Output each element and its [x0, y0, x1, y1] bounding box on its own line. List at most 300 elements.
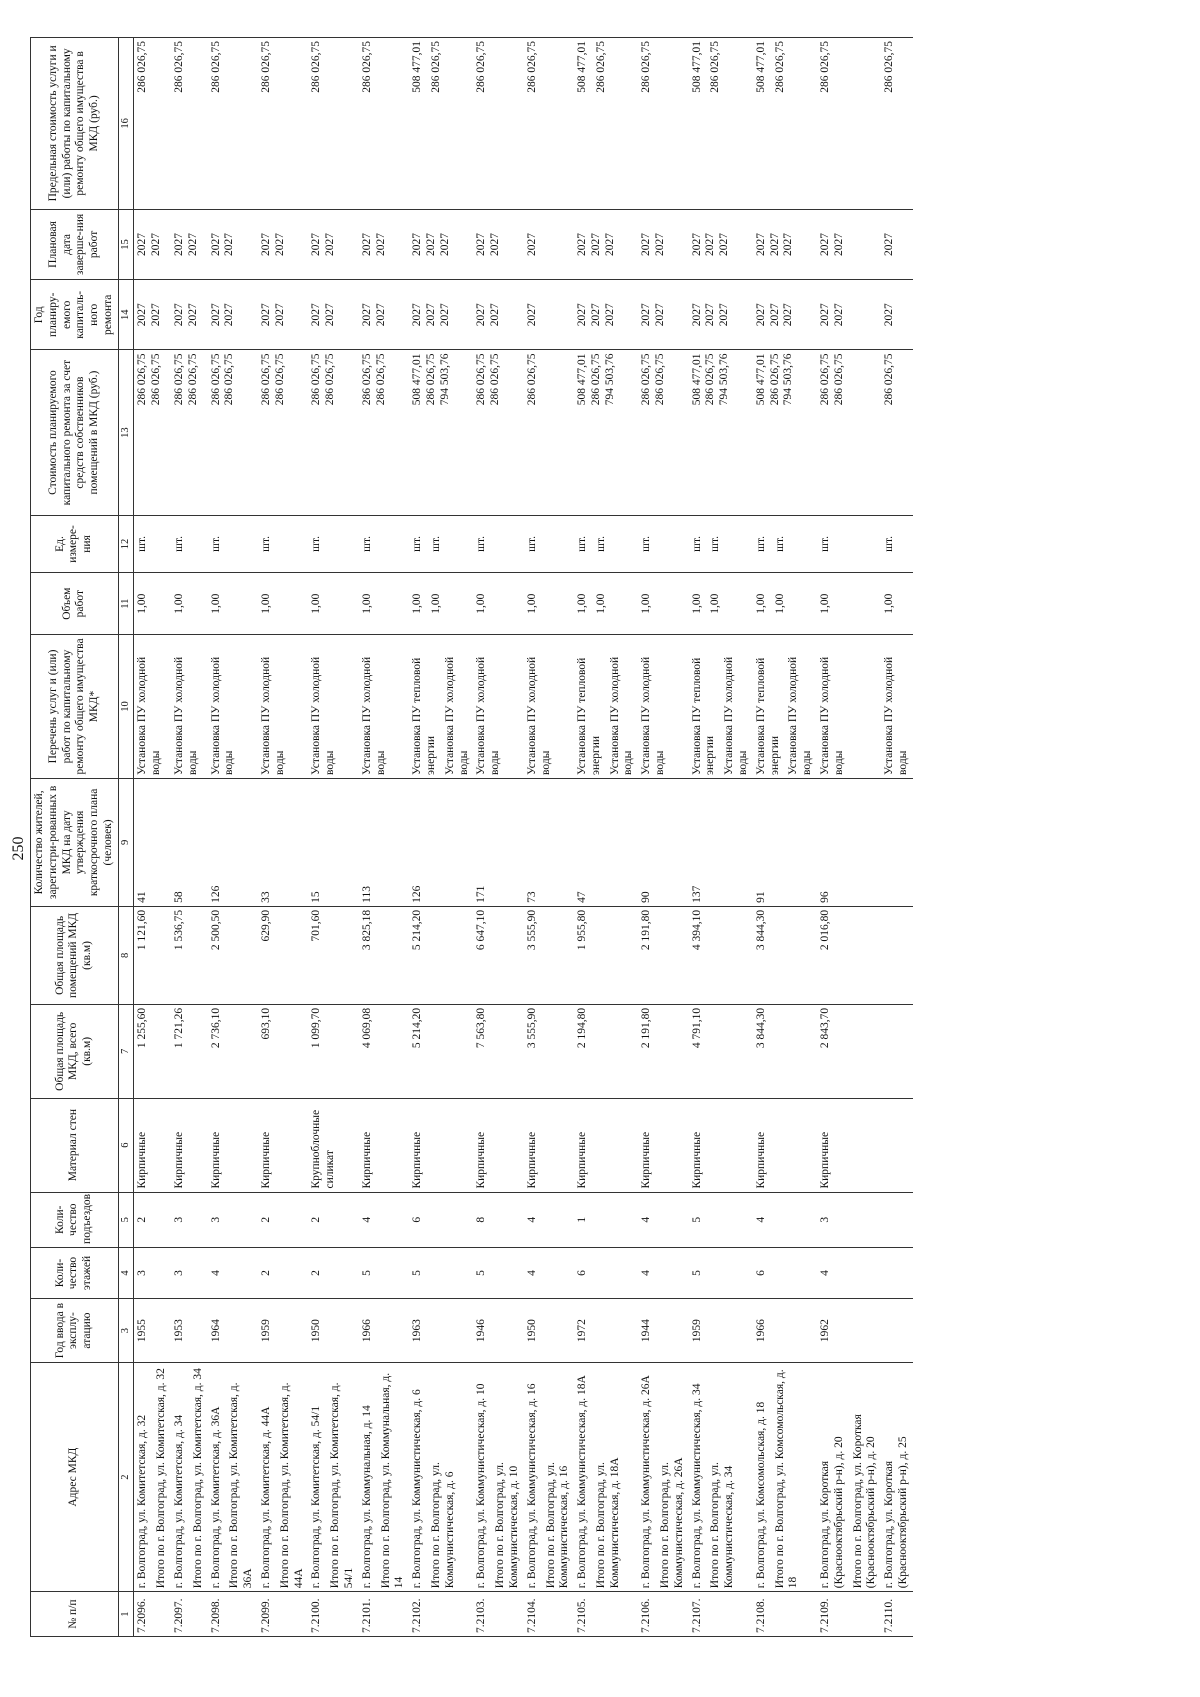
column-header: Плановая дата заверше-ния работ — [31, 209, 119, 279]
year-value: 2027 — [704, 303, 717, 327]
cost-value: 286 026,75 — [883, 353, 896, 406]
address-line: г. Волгоград, ул. Коммунистическая, д. 16 — [525, 1383, 538, 1589]
works-list — [359, 635, 409, 779]
resident-count: 126 — [409, 778, 473, 906]
address-line: г. Волгоград, ул. Коммунистическая, д. 6 — [411, 1389, 424, 1589]
year-value: 2027 — [259, 303, 272, 327]
planned-year — [258, 280, 308, 350]
column-header: Коли-чество подъездов — [31, 1192, 119, 1247]
limit-value: 286 026,75 — [475, 41, 488, 93]
resident-count: 90 — [638, 778, 688, 906]
year-built — [881, 1299, 913, 1363]
planned-year — [171, 280, 208, 350]
planned-cost — [258, 350, 308, 515]
work-item: Установка ПУ холодной воды — [723, 656, 750, 775]
resident-count: 41 — [134, 778, 171, 906]
header-row — [31, 38, 119, 1637]
cost-limit — [524, 38, 574, 210]
planned-year — [208, 280, 258, 350]
address-cell — [473, 1363, 523, 1592]
table-row — [171, 38, 208, 1637]
unit-value: шт. — [819, 536, 832, 552]
unit-value: шт. — [172, 536, 185, 552]
year-value: 2027 — [819, 303, 832, 327]
planned-year — [308, 280, 358, 350]
year-value: 2027 — [324, 232, 337, 256]
volume-value: 1,00 — [640, 593, 653, 614]
cost-limit — [409, 38, 473, 210]
year-value: 2027 — [489, 303, 502, 327]
total-area: 2 191,80 — [638, 1004, 688, 1098]
row-number: 7.2106. — [638, 1592, 688, 1637]
entrance-count: 8 — [473, 1192, 523, 1247]
year-value: 2027 — [273, 303, 286, 327]
entrance-count: 3 — [171, 1192, 208, 1247]
unit — [638, 515, 688, 573]
work-item: Установка ПУ холодной воды — [172, 656, 199, 775]
table-row — [881, 38, 913, 1637]
cost-limit — [574, 38, 638, 210]
year-built: 1962 — [817, 1299, 881, 1363]
cost-value: 286 026,75 — [475, 353, 488, 406]
address-line: г. Волгоград, ул. Комитетская, д. 44А — [259, 1406, 272, 1589]
year-value: 2027 — [576, 303, 589, 327]
unit-value: шт. — [136, 536, 149, 552]
column-header: Количество жителей, зарегистри-рованных в МКД на дату утверждения краткосрочного плана (человек) — [31, 778, 119, 906]
year-value: 2027 — [883, 303, 896, 327]
resident-count: 47 — [574, 778, 638, 906]
limit-value: 286 026,75 — [709, 41, 722, 93]
cost-value: 794 503,76 — [603, 353, 616, 406]
planned-year — [134, 280, 171, 350]
unit — [308, 515, 358, 573]
planned-year — [473, 280, 523, 350]
works-list — [689, 635, 753, 779]
address-line: Итого по г. Волгоград, ул. Комитетская, д. 44А — [278, 1382, 305, 1589]
floor-count: 6 — [574, 1247, 638, 1298]
planned-cost — [638, 350, 688, 515]
table-row — [574, 38, 638, 1637]
planned-year — [409, 280, 473, 350]
planned-cost — [753, 350, 817, 515]
year-value: 2027 — [589, 303, 602, 327]
year-value: 2027 — [186, 303, 199, 327]
premises-area: 4 394,10 — [689, 906, 753, 1004]
floor-count: 5 — [359, 1247, 409, 1298]
address-cell — [689, 1363, 753, 1592]
table-row — [524, 38, 574, 1637]
address-cell — [524, 1363, 574, 1592]
cost-value: 286 026,75 — [172, 353, 185, 406]
year-value: 2027 — [768, 303, 781, 327]
cost-limit — [308, 38, 358, 210]
table-row — [409, 38, 473, 1637]
address-line: г. Волгоград, ул. Коммунистическая, д. 10 — [475, 1383, 488, 1589]
floor-count: 4 — [208, 1247, 258, 1298]
row-number: 7.2102. — [409, 1592, 473, 1637]
year-value: 2027 — [589, 232, 602, 256]
address-line: Итого по г. Волгоград, ул. Комсомольская, д. 18 — [773, 1369, 800, 1589]
planned-cost — [524, 350, 574, 515]
works-list — [753, 635, 817, 779]
planned-cost — [817, 350, 881, 515]
planned-year — [817, 280, 881, 350]
year-value: 2027 — [704, 232, 717, 256]
address-cell — [308, 1363, 358, 1592]
cost-value: 286 026,75 — [360, 353, 373, 406]
floor-count: 2 — [258, 1247, 308, 1298]
year-value: 2027 — [172, 303, 185, 327]
column-number: 16 — [118, 38, 134, 210]
year-value: 2027 — [782, 232, 795, 256]
completion-date — [753, 209, 817, 279]
year-value: 2027 — [438, 232, 451, 256]
year-value: 2027 — [718, 232, 731, 256]
year-value: 2027 — [223, 232, 236, 256]
wall-material: Кирпичные — [171, 1098, 208, 1192]
unit — [359, 515, 409, 573]
address-line: Итого по г. Волгоград, ул. Комитетская, д. 54/1 — [329, 1382, 355, 1589]
completion-date — [817, 209, 881, 279]
year-value: 2027 — [136, 303, 149, 327]
work-item: Установка ПУ холодной воды — [259, 656, 286, 775]
table-row — [753, 38, 817, 1637]
resident-count — [881, 778, 913, 906]
works-list — [881, 635, 913, 779]
year-value: 2027 — [690, 232, 703, 256]
cost-limit — [473, 38, 523, 210]
works-list — [134, 635, 171, 779]
address-line: г. Волгоград, ул. Короткая (Краснооктябрьский р-н), д. 20 — [819, 1436, 845, 1589]
wall-material: Кирпичные — [817, 1098, 881, 1192]
entrance-count: 4 — [638, 1192, 688, 1247]
work-item: Установка ПУ холодной воды — [360, 656, 387, 775]
table-row — [308, 38, 358, 1637]
unit — [409, 515, 473, 573]
page-number: 250 — [10, 836, 27, 861]
work-item: Установка ПУ холодной воды — [443, 656, 470, 775]
limit-value: 508 477,01 — [690, 41, 703, 93]
premises-area: 3 825,18 — [359, 906, 409, 1004]
completion-date — [359, 209, 409, 279]
works-list — [208, 635, 258, 779]
year-value: 2027 — [768, 232, 781, 256]
unit — [208, 515, 258, 573]
planned-cost — [171, 350, 208, 515]
cost-value: 286 026,75 — [424, 353, 437, 406]
limit-value: 286 026,75 — [360, 41, 373, 93]
floor-count: 4 — [817, 1247, 881, 1298]
resident-count: 15 — [308, 778, 358, 906]
cost-value: 286 026,75 — [186, 353, 199, 406]
row-number: 7.2096. — [134, 1592, 171, 1637]
column-number: 6 — [118, 1098, 134, 1192]
column-number: 1 — [118, 1592, 134, 1637]
work-volume — [409, 573, 473, 635]
cost-value: 286 026,75 — [704, 353, 717, 406]
unit — [134, 515, 171, 573]
premises-area: 2 191,80 — [638, 906, 688, 1004]
work-item: Установка ПУ холодной воды — [883, 656, 910, 775]
work-item: Установка ПУ тепловой энергии — [690, 657, 717, 775]
wall-material: Кирпичные — [638, 1098, 688, 1192]
planned-year — [689, 280, 753, 350]
year-built: 1972 — [574, 1299, 638, 1363]
work-item: Установка ПУ холодной воды — [608, 656, 635, 775]
resident-count: 113 — [359, 778, 409, 906]
resident-count: 96 — [817, 778, 881, 906]
cost-value: 508 477,01 — [754, 353, 767, 406]
unit-value: шт. — [475, 536, 488, 552]
address-line: Итого по г. Волгоград, ул. Комитетская, д. 32 — [155, 1368, 168, 1589]
year-built: 1964 — [208, 1299, 258, 1363]
year-value: 2027 — [424, 303, 437, 327]
year-value: 2027 — [136, 232, 149, 256]
year-built: 1966 — [753, 1299, 817, 1363]
total-area: 1 721,26 — [171, 1004, 208, 1098]
limit-value: 286 026,75 — [310, 41, 323, 93]
unit — [753, 515, 817, 573]
address-cell — [574, 1363, 638, 1592]
unit-value: шт. — [525, 536, 538, 552]
address-cell — [881, 1363, 913, 1592]
work-item: Установка ПУ тепловой энергии — [754, 657, 781, 775]
planned-cost — [881, 350, 913, 515]
year-built: 1963 — [409, 1299, 473, 1363]
cost-limit — [689, 38, 753, 210]
cost-value: 794 503,76 — [438, 353, 451, 406]
total-area: 4 791,10 — [689, 1004, 753, 1098]
year-value: 2027 — [310, 303, 323, 327]
resident-count: 73 — [524, 778, 574, 906]
year-value: 2027 — [640, 303, 653, 327]
unit — [524, 515, 574, 573]
column-number: 14 — [118, 280, 134, 350]
unit-value: шт. — [690, 536, 703, 552]
floor-count: 3 — [171, 1247, 208, 1298]
works-list — [473, 635, 523, 779]
completion-date — [638, 209, 688, 279]
year-value: 2027 — [150, 303, 163, 327]
wall-material — [881, 1098, 913, 1192]
volume-value: 1,00 — [209, 593, 222, 614]
premises-area: 3 844,30 — [753, 906, 817, 1004]
resident-count: 137 — [689, 778, 753, 906]
completion-date — [171, 209, 208, 279]
entrance-count: 4 — [524, 1192, 574, 1247]
planned-year — [359, 280, 409, 350]
column-number: 7 — [118, 1004, 134, 1098]
planned-cost — [473, 350, 523, 515]
column-header: Общая площадь помещений МКД (кв.м) — [31, 906, 119, 1004]
work-item: Установка ПУ холодной воды — [640, 656, 667, 775]
column-header: Стоимость планируемого капитального ремонта за счет средств собственников помещений в МКД (руб.) — [31, 350, 119, 515]
total-area: 2 843,70 — [817, 1004, 881, 1098]
works-list — [638, 635, 688, 779]
column-number: 9 — [118, 778, 134, 906]
work-volume — [817, 573, 881, 635]
unit-value: шт. — [209, 536, 222, 552]
address-cell — [258, 1363, 308, 1592]
year-built: 1966 — [359, 1299, 409, 1363]
year-built: 1944 — [638, 1299, 688, 1363]
cost-value: 794 503,76 — [718, 353, 731, 406]
floor-count: 5 — [409, 1247, 473, 1298]
floor-count: 5 — [689, 1247, 753, 1298]
unit-value: шт. — [883, 536, 896, 552]
completion-date — [524, 209, 574, 279]
row-number: 7.2104. — [524, 1592, 574, 1637]
year-value: 2027 — [883, 232, 896, 256]
row-number: 7.2100. — [308, 1592, 358, 1637]
unit-value: шт. — [773, 536, 786, 552]
column-number: 13 — [118, 350, 134, 515]
column-header: Адрес МКД — [31, 1363, 119, 1592]
address-line: г. Волгоград, ул. Комитетская, д. 36А — [209, 1406, 222, 1589]
address-cell — [753, 1363, 817, 1592]
unit-value: шт. — [429, 536, 442, 552]
resident-count: 58 — [171, 778, 208, 906]
limit-value: 286 026,75 — [209, 41, 222, 93]
work-item: Установка ПУ тепловой энергии — [576, 657, 602, 775]
total-area: 2 194,80 — [574, 1004, 638, 1098]
completion-date — [308, 209, 358, 279]
year-built: 1950 — [308, 1299, 358, 1363]
year-value: 2027 — [654, 232, 667, 256]
cost-limit — [881, 38, 913, 210]
total-area: 4 069,08 — [359, 1004, 409, 1098]
column-number: 11 — [118, 573, 134, 635]
cost-value: 286 026,75 — [310, 353, 323, 406]
unit — [881, 515, 913, 573]
wall-material: Кирпичные — [258, 1098, 308, 1192]
address-cell — [409, 1363, 473, 1592]
limit-value: 508 477,01 — [754, 41, 767, 93]
limit-value: 286 026,75 — [136, 41, 149, 93]
unit-value: шт. — [576, 536, 589, 552]
year-value: 2027 — [525, 232, 538, 256]
address-cell — [208, 1363, 258, 1592]
wall-material: Кирпичные — [524, 1098, 574, 1192]
year-value: 2027 — [754, 303, 767, 327]
year-value: 2027 — [411, 303, 424, 327]
volume-value: 1,00 — [709, 593, 722, 614]
cost-value: 286 026,75 — [136, 353, 149, 406]
year-value: 2027 — [603, 232, 616, 256]
cost-value: 508 477,01 — [576, 353, 589, 406]
year-value: 2027 — [259, 232, 272, 256]
entrance-count: 5 — [689, 1192, 753, 1247]
wall-material: Кирпичные — [208, 1098, 258, 1192]
column-header: Год планиру-емого капиталь-ного ремонта — [31, 280, 119, 350]
planned-year — [574, 280, 638, 350]
row-number: 7.2099. — [258, 1592, 308, 1637]
address-cell — [134, 1363, 171, 1592]
column-number: 15 — [118, 209, 134, 279]
year-value: 2027 — [782, 303, 795, 327]
year-built: 1946 — [473, 1299, 523, 1363]
floor-count: 3 — [134, 1247, 171, 1298]
floor-count: 5 — [473, 1247, 523, 1298]
table-row — [638, 38, 688, 1637]
premises-area: 701,60 — [308, 906, 358, 1004]
work-item: Установка ПУ холодной воды — [310, 656, 337, 775]
total-area: 3 844,30 — [753, 1004, 817, 1098]
year-value: 2027 — [603, 303, 616, 327]
works-list — [409, 635, 473, 779]
year-value: 2027 — [475, 303, 488, 327]
capital-repair-table — [30, 37, 913, 1637]
address-line: Итого по г. Волгоград, ул. Коммунистическая, д. 18А — [594, 1457, 621, 1589]
unit — [689, 515, 753, 573]
volume-value: 1,00 — [429, 593, 442, 614]
planned-cost — [134, 350, 171, 515]
wall-material: Кирпичные — [689, 1098, 753, 1192]
works-list — [574, 635, 638, 779]
floor-count: 6 — [753, 1247, 817, 1298]
column-header: Объем работ — [31, 573, 119, 635]
address-line: Итого по г. Волгоград, ул. Коммунистическая, д. 34 — [709, 1462, 736, 1589]
limit-value: 286 026,75 — [594, 41, 607, 93]
year-value: 2027 — [489, 232, 502, 256]
cost-value: 286 026,75 — [589, 353, 602, 406]
planned-year — [881, 280, 913, 350]
address-line: Итого по г. Волгоград, ул. Комитетская, д. 34 — [191, 1368, 204, 1589]
planned-cost — [208, 350, 258, 515]
premises-area: 6 647,10 — [473, 906, 523, 1004]
volume-value: 1,00 — [360, 593, 373, 614]
table-body — [134, 38, 913, 1637]
year-value: 2027 — [374, 303, 387, 327]
year-value: 2027 — [819, 232, 832, 256]
premises-area: 1 121,60 — [134, 906, 171, 1004]
cost-value: 286 026,75 — [273, 353, 286, 406]
completion-date — [473, 209, 523, 279]
cost-value: 286 026,75 — [374, 353, 387, 406]
entrance-count: 3 — [817, 1192, 881, 1247]
total-area: 2 736,10 — [208, 1004, 258, 1098]
address-line: Итого по г. Волгоград, ул. Короткая (Краснооктябрьский р-н), д. 20 — [851, 1414, 878, 1589]
address-line: г. Волгоград, ул. Комитетская, д. 32 — [136, 1414, 149, 1589]
volume-value: 1,00 — [259, 593, 272, 614]
floor-count — [881, 1247, 913, 1298]
completion-date — [258, 209, 308, 279]
unit-value: шт. — [310, 536, 323, 552]
column-number: 5 — [118, 1192, 134, 1247]
column-number: 10 — [118, 635, 134, 779]
planned-cost — [689, 350, 753, 515]
table-row — [473, 38, 523, 1637]
year-value: 2027 — [310, 232, 323, 256]
floor-count: 4 — [638, 1247, 688, 1298]
total-area: 1 255,60 — [134, 1004, 171, 1098]
planned-cost — [574, 350, 638, 515]
year-value: 2027 — [690, 303, 703, 327]
work-volume — [881, 573, 913, 635]
cost-limit — [258, 38, 308, 210]
work-volume — [208, 573, 258, 635]
volume-value: 1,00 — [883, 593, 896, 614]
works-list — [524, 635, 574, 779]
total-area: 7 563,80 — [473, 1004, 523, 1098]
premises-area: 5 214,20 — [409, 906, 473, 1004]
completion-date — [409, 209, 473, 279]
work-volume — [473, 573, 523, 635]
row-number: 7.2108. — [753, 1592, 817, 1637]
cost-value: 794 503,76 — [782, 353, 795, 406]
cost-limit — [208, 38, 258, 210]
planned-year — [524, 280, 574, 350]
